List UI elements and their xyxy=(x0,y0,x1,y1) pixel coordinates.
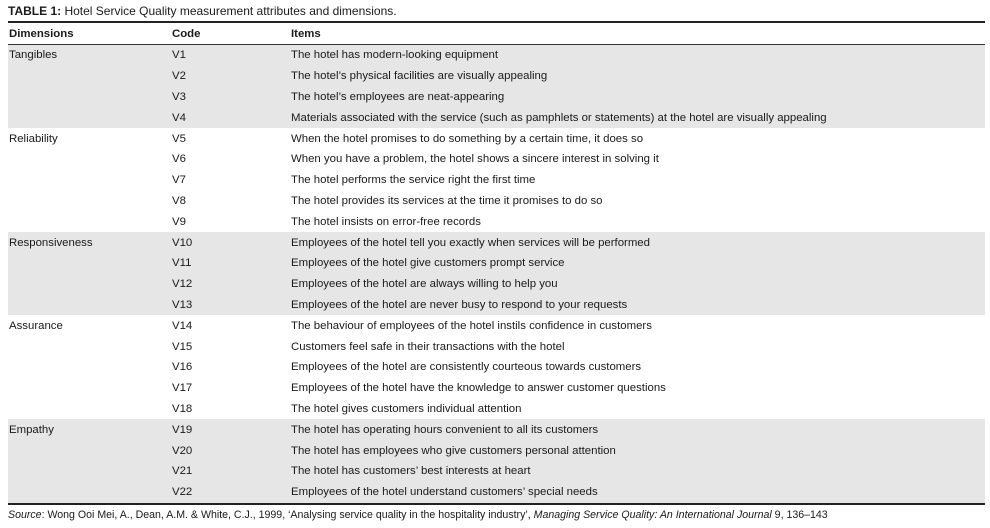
item-cell: Employees of the hotel are consistently courteous towards customers xyxy=(291,361,642,374)
code-cell: V5 xyxy=(172,132,186,145)
dimension-cell xyxy=(8,399,172,420)
header-items: Items xyxy=(291,22,985,45)
item-cell: The hotel has employees who give customers personal attention xyxy=(291,440,985,461)
code-cell: V13 xyxy=(172,295,291,316)
code-cell: V20 xyxy=(172,440,291,461)
code-cell: V2 xyxy=(172,66,291,87)
code-cell: V15 xyxy=(172,340,193,353)
dimension-cell: Tangibles xyxy=(8,45,172,66)
table-row xyxy=(8,87,985,108)
table-row xyxy=(8,378,985,399)
dimension-cell xyxy=(8,253,172,274)
table-row xyxy=(8,170,985,191)
table-row xyxy=(8,66,985,87)
table-row xyxy=(8,482,985,504)
dimension-cell: Empathy xyxy=(8,419,172,440)
code-cell: V11 xyxy=(172,253,291,274)
code-cell: V9 xyxy=(172,215,186,228)
code-cell: V21 xyxy=(172,461,291,482)
code-cell: V7 xyxy=(172,174,186,187)
table-row xyxy=(8,107,985,128)
header-code: Code xyxy=(172,22,291,45)
item-cell: The behaviour of employees of the hotel instils confidence in customers xyxy=(291,319,652,332)
code-cell: V6 xyxy=(172,153,186,166)
dimension-cell xyxy=(8,336,172,357)
table-row xyxy=(8,315,985,336)
table-row xyxy=(8,419,985,440)
code-cell: V18 xyxy=(172,402,193,415)
header-dimensions: Dimensions xyxy=(8,22,172,45)
table-row xyxy=(8,191,985,212)
source-text: : Wong Ooi Mei, A., Dean, A.M. & White, C.J., 1999, ‘Analysing service quality in the hospitality industry’, xyxy=(41,509,534,521)
dimension-cell xyxy=(8,107,172,128)
table-row xyxy=(8,253,985,274)
item-cell: The hotel provides its services at the time it promises to do so xyxy=(291,194,603,207)
code-cell: V4 xyxy=(172,107,291,128)
table-caption xyxy=(8,4,397,18)
table-row xyxy=(8,440,985,461)
dimension-cell xyxy=(8,66,172,87)
code-cell: V16 xyxy=(172,361,193,374)
table-row xyxy=(8,357,985,378)
code-cell: V1 xyxy=(172,45,291,66)
source-volume: 9, 136–143 xyxy=(771,509,828,521)
code-cell: V12 xyxy=(172,274,291,295)
item-cell: Employees of the hotel are never busy to respond to your requests xyxy=(291,295,985,316)
code-cell: V3 xyxy=(172,87,291,108)
table-row xyxy=(8,336,985,357)
item-cell: Materials associated with the service (such as pamphlets or statements) at the hotel are visually appealing xyxy=(291,107,985,128)
dimension-cell xyxy=(8,170,172,191)
dimension-cell xyxy=(8,461,172,482)
item-cell: The hotel has modern-looking equipment xyxy=(291,45,985,66)
source-journal: Managing Service Quality: An International Journal xyxy=(533,509,772,521)
table-row xyxy=(8,232,985,253)
header-row xyxy=(8,22,985,45)
item-cell: The hotel insists on error-free records xyxy=(291,215,481,228)
dimension-cell xyxy=(8,378,172,399)
caption-text: Hotel Service Quality measurement attributes and dimensions. xyxy=(64,4,397,18)
dimension-cell xyxy=(8,482,172,504)
item-cell: The hotel has operating hours convenient to all its customers xyxy=(291,419,985,440)
code-cell: V14 xyxy=(172,319,193,332)
dimension-cell xyxy=(8,191,172,212)
table-row xyxy=(8,149,985,170)
table-row xyxy=(8,274,985,295)
table-row xyxy=(8,461,985,482)
item-cell: The hotel performs the service right the first time xyxy=(291,174,536,187)
dimension-cell xyxy=(8,295,172,316)
source-note xyxy=(8,509,828,521)
item-cell: The hotel’s employees are neat-appearing xyxy=(291,87,985,108)
dimension-cell xyxy=(8,274,172,295)
table-row xyxy=(8,45,985,66)
source-label: Source xyxy=(8,509,42,521)
item-cell: The hotel has customers’ best interests at heart xyxy=(291,461,985,482)
item-cell: Employees of the hotel have the knowledge to answer customer questions xyxy=(291,382,666,395)
dimension-cell xyxy=(8,149,172,170)
dimension-cell xyxy=(8,211,172,232)
table-row xyxy=(8,399,985,420)
item-cell: The hotel’s physical facilities are visually appealing xyxy=(291,66,985,87)
item-cell: The hotel gives customers individual attention xyxy=(291,402,522,415)
table-row xyxy=(8,211,985,232)
code-cell: V10 xyxy=(172,232,291,253)
table-row xyxy=(8,128,985,149)
dimension-cell: Responsiveness xyxy=(8,232,172,253)
item-cell: When you have a problem, the hotel shows a sincere interest in solving it xyxy=(291,153,659,166)
item-cell: Employees of the hotel understand customers’ special needs xyxy=(291,482,985,504)
dimension-cell xyxy=(8,357,172,378)
code-cell: V17 xyxy=(172,382,193,395)
caption-label: TABLE 1: xyxy=(8,4,62,18)
item-cell: When the hotel promises to do something by a certain time, it does so xyxy=(291,132,644,145)
dimension-cell xyxy=(8,440,172,461)
dimension-cell: Reliability xyxy=(9,132,58,145)
item-cell: Customers feel safe in their transactions with the hotel xyxy=(291,340,565,353)
code-cell: V8 xyxy=(172,194,186,207)
item-cell: Employees of the hotel are always willing to help you xyxy=(291,274,985,295)
table-row xyxy=(8,295,985,316)
data-table xyxy=(8,21,985,505)
item-cell: Employees of the hotel tell you exactly when services will be performed xyxy=(291,232,985,253)
code-cell: V22 xyxy=(172,482,291,504)
code-cell: V19 xyxy=(172,419,291,440)
dimension-cell: Assurance xyxy=(9,319,63,332)
item-cell: Employees of the hotel give customers prompt service xyxy=(291,253,985,274)
dimension-cell xyxy=(8,87,172,108)
